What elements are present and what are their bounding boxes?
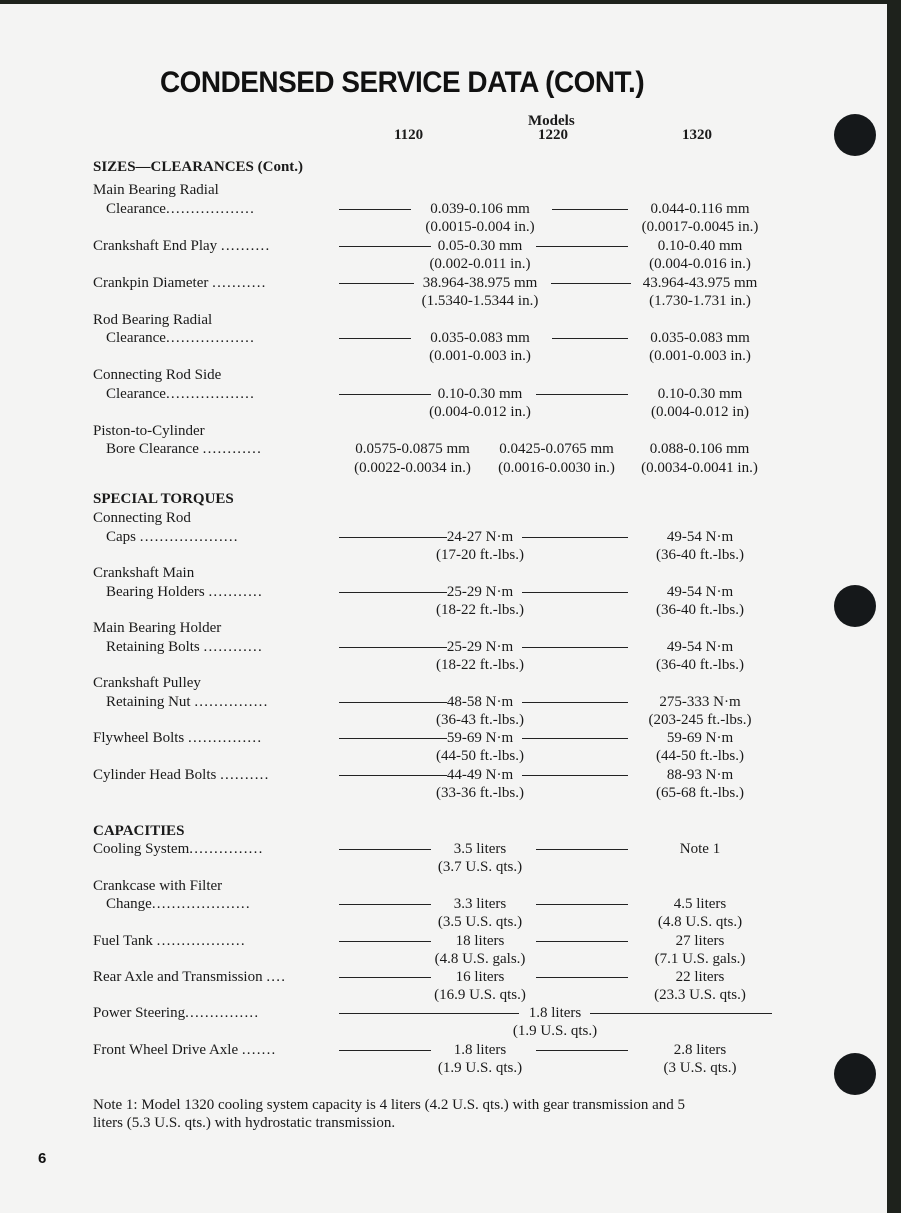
value-imperial-1320: (36-40 ft.-lbs.) [656, 547, 744, 563]
span-line [536, 246, 628, 247]
value-imperial-1320: (203-245 ft.-lbs.) [648, 712, 752, 728]
value-imperial-1320: (1.730-1.731 in.) [649, 293, 751, 309]
row-label: Piston-to-Cylinder [93, 423, 205, 439]
models-header: Models [528, 113, 575, 129]
value-imperial-1320: (4.8 U.S. qts.) [657, 914, 743, 930]
span-line [522, 738, 628, 739]
value-metric-1320: 49-54 N·m [666, 584, 734, 600]
value-imperial-1320: (0.001-0.003 in.) [649, 348, 751, 364]
row-label: Crankshaft End Play .......... [93, 238, 271, 254]
value-imperial-1320: (65-68 ft.-lbs.) [656, 785, 744, 801]
row-label-cont: Clearance.................. [106, 201, 256, 217]
value-imperial-1320: (44-50 ft.-lbs.) [656, 748, 744, 764]
value-1320-note-ref: Note 1 [679, 841, 721, 857]
value-metric-1320: 0.044-0.116 mm [650, 201, 750, 217]
model-1120-header: 1120 [394, 127, 424, 143]
value-imperial-1220: (0.0016-0.0030 in.) [498, 460, 615, 476]
value-imperial-1120-1220: (3.5 U.S. qts.) [437, 914, 523, 930]
row-label: Cylinder Head Bolts .......... [93, 767, 270, 783]
span-line [536, 849, 628, 850]
span-line [551, 283, 631, 284]
section-heading-capacities: CAPACITIES [93, 823, 185, 839]
span-line [522, 647, 628, 648]
value-imperial-1120-1220: (18-22 ft.-lbs.) [436, 657, 524, 673]
value-metric-1120-1220: 3.5 liters [453, 841, 507, 857]
span-line [552, 338, 628, 339]
value-metric-1320: 0.088-0.106 mm [649, 441, 750, 457]
row-label: Crankshaft Pulley [93, 675, 201, 691]
row-label-cont: Clearance.................. [106, 386, 256, 402]
binder-hole-middle [834, 585, 876, 627]
value-metric-1120-1220: 25-29 N·m [446, 584, 514, 600]
row-label: Crankcase with Filter [93, 878, 223, 894]
value-metric-1120-1220: 18 liters [455, 933, 505, 949]
value-imperial-1320: (3 U.S. qts.) [663, 1060, 737, 1076]
row-label-cont: Clearance.................. [106, 330, 256, 346]
value-imperial-1120-1220: (4.8 U.S. gals.) [434, 951, 526, 967]
value-metric-1320: 49-54 N·m [666, 639, 734, 655]
row-label-cont: Retaining Bolts ............ [106, 639, 263, 655]
value-imperial-1120-1220: (0.001-0.003 in.) [429, 348, 531, 364]
span-line [536, 1050, 628, 1051]
value-metric-1320: 43.964-43.975 mm [642, 275, 758, 291]
binder-hole-bottom [834, 1053, 876, 1095]
model-1220-header: 1220 [538, 127, 568, 143]
row-label: Fuel Tank .................. [93, 933, 246, 949]
footnote-line-1: Note 1: Model 1320 cooling system capacity is 4 liters (4.2 U.S. qts.) with gear transmission and 5 [93, 1097, 686, 1113]
value-metric-1120-1220: 1.8 liters [453, 1042, 507, 1058]
span-line [536, 904, 628, 905]
value-metric-1320: 0.10-0.40 mm [657, 238, 743, 254]
row-label: Main Bearing Holder [93, 620, 222, 636]
row-label: Power Steering............... [93, 1005, 260, 1021]
value-imperial-all-models: (1.9 U.S. qts.) [512, 1023, 598, 1039]
section-heading-special-torques: SPECIAL TORQUES [93, 491, 234, 507]
value-imperial-1120-1220: (0.0015-0.004 in.) [425, 219, 535, 235]
value-metric-1320: 49-54 N·m [666, 529, 734, 545]
value-imperial-1120-1220: (17-20 ft.-lbs.) [436, 547, 524, 563]
value-metric-1120-1220: 59-69 N·m [446, 730, 514, 746]
span-line [522, 592, 628, 593]
row-label-cont: Bearing Holders ........... [106, 584, 263, 600]
footnote-line-2: liters (5.3 U.S. qts.) with hydrostatic transmission. [93, 1115, 396, 1131]
row-label: Crankpin Diameter ........... [93, 275, 267, 291]
section-heading-sizes-clearances: SIZES—CLEARANCES (Cont.) [93, 159, 304, 175]
row-label: Flywheel Bolts ............... [93, 730, 263, 746]
value-metric-1120-1220: 0.039-0.106 mm [430, 201, 530, 217]
value-imperial-1120-1220: (44-50 ft.-lbs.) [436, 748, 524, 764]
value-metric-1320: 4.5 liters [673, 896, 727, 912]
span-line [552, 209, 628, 210]
value-imperial-1320: (0.004-0.016 in.) [649, 256, 751, 272]
page-number: 6 [38, 1150, 47, 1167]
value-metric-1120: 0.0575-0.0875 mm [355, 441, 470, 457]
binder-hole-top [834, 114, 876, 156]
value-metric-1120-1220: 24-27 N·m [446, 529, 514, 545]
page-title: CONDENSED SERVICE DATA (CONT.) [160, 66, 645, 99]
row-label-cont: Retaining Nut ............... [106, 694, 269, 710]
span-line [522, 537, 628, 538]
value-metric-1120-1220: 3.3 liters [453, 896, 507, 912]
value-metric-1120-1220: 25-29 N·m [446, 639, 514, 655]
value-imperial-1320: (0.0017-0.0045 in.) [641, 219, 759, 235]
value-imperial-1320: (36-40 ft.-lbs.) [656, 657, 744, 673]
value-metric-1320: 59-69 N·m [666, 730, 734, 746]
row-label-cont: Change.................... [106, 896, 251, 912]
value-metric-1120-1220: 48-58 N·m [446, 694, 514, 710]
value-metric-1320: 0.10-0.30 mm [657, 386, 743, 402]
row-label: Connecting Rod [93, 510, 191, 526]
span-line [522, 702, 628, 703]
document-page [0, 4, 887, 1213]
value-imperial-1120-1220: (16.9 U.S. qts.) [434, 987, 526, 1003]
value-metric-1320: 0.035-0.083 mm [650, 330, 750, 346]
span-line [536, 977, 628, 978]
span-line [536, 394, 628, 395]
value-imperial-1320: (0.004-0.012 in) [651, 404, 749, 420]
row-label: Main Bearing Radial [93, 182, 219, 198]
value-metric-1120-1220: 0.10-0.30 mm [437, 386, 523, 402]
value-metric-1120-1220: 0.035-0.083 mm [430, 330, 530, 346]
row-label: Cooling System............... [93, 841, 264, 857]
value-metric-1320: 2.8 liters [673, 1042, 727, 1058]
value-metric-1320: 27 liters [675, 933, 725, 949]
value-metric-1120-1220: 38.964-38.975 mm [422, 275, 538, 291]
value-imperial-1120-1220: (1.9 U.S. qts.) [437, 1060, 523, 1076]
span-line [536, 941, 628, 942]
value-imperial-1120-1220: (0.004-0.012 in.) [429, 404, 531, 420]
value-imperial-1120-1220: (3.7 U.S. qts.) [437, 859, 523, 875]
value-imperial-1320: (36-40 ft.-lbs.) [656, 602, 744, 618]
row-label: Crankshaft Main [93, 565, 195, 581]
span-line [339, 283, 414, 284]
row-label: Connecting Rod Side [93, 367, 222, 383]
value-imperial-1120-1220: (36-43 ft.-lbs.) [436, 712, 524, 728]
value-imperial-1320: (23.3 U.S. qts.) [654, 987, 746, 1003]
value-imperial-1120-1220: (33-36 ft.-lbs.) [436, 785, 524, 801]
value-metric-all-models: 1.8 liters [528, 1005, 582, 1021]
value-metric-1320: 275-333 N·m [659, 694, 741, 710]
row-label: Rear Axle and Transmission .... [93, 969, 287, 985]
span-line [522, 775, 628, 776]
row-label-cont: Caps .................... [106, 529, 239, 545]
row-label: Front Wheel Drive Axle ....... [93, 1042, 277, 1058]
model-1320-header: 1320 [682, 127, 712, 143]
row-label: Rod Bearing Radial [93, 312, 213, 328]
value-metric-1120-1220: 16 liters [455, 969, 505, 985]
value-imperial-1320: (0.0034-0.0041 in.) [641, 460, 758, 476]
value-metric-1220: 0.0425-0.0765 mm [499, 441, 614, 457]
value-metric-1320: 88-93 N·m [666, 767, 734, 783]
value-metric-1120-1220: 0.05-0.30 mm [437, 238, 523, 254]
span-line [339, 209, 411, 210]
row-label-cont: Bore Clearance ............ [106, 441, 263, 457]
value-imperial-1120-1220: (0.002-0.011 in.) [429, 256, 531, 272]
value-imperial-1120-1220: (18-22 ft.-lbs.) [436, 602, 524, 618]
span-line [339, 338, 411, 339]
value-imperial-1120: (0.0022-0.0034 in.) [354, 460, 471, 476]
value-imperial-1320: (7.1 U.S. gals.) [654, 951, 746, 967]
span-line [590, 1013, 772, 1014]
value-metric-1320: 22 liters [675, 969, 725, 985]
value-imperial-1120-1220: (1.5340-1.5344 in.) [421, 293, 539, 309]
value-metric-1120-1220: 44-49 N·m [446, 767, 514, 783]
